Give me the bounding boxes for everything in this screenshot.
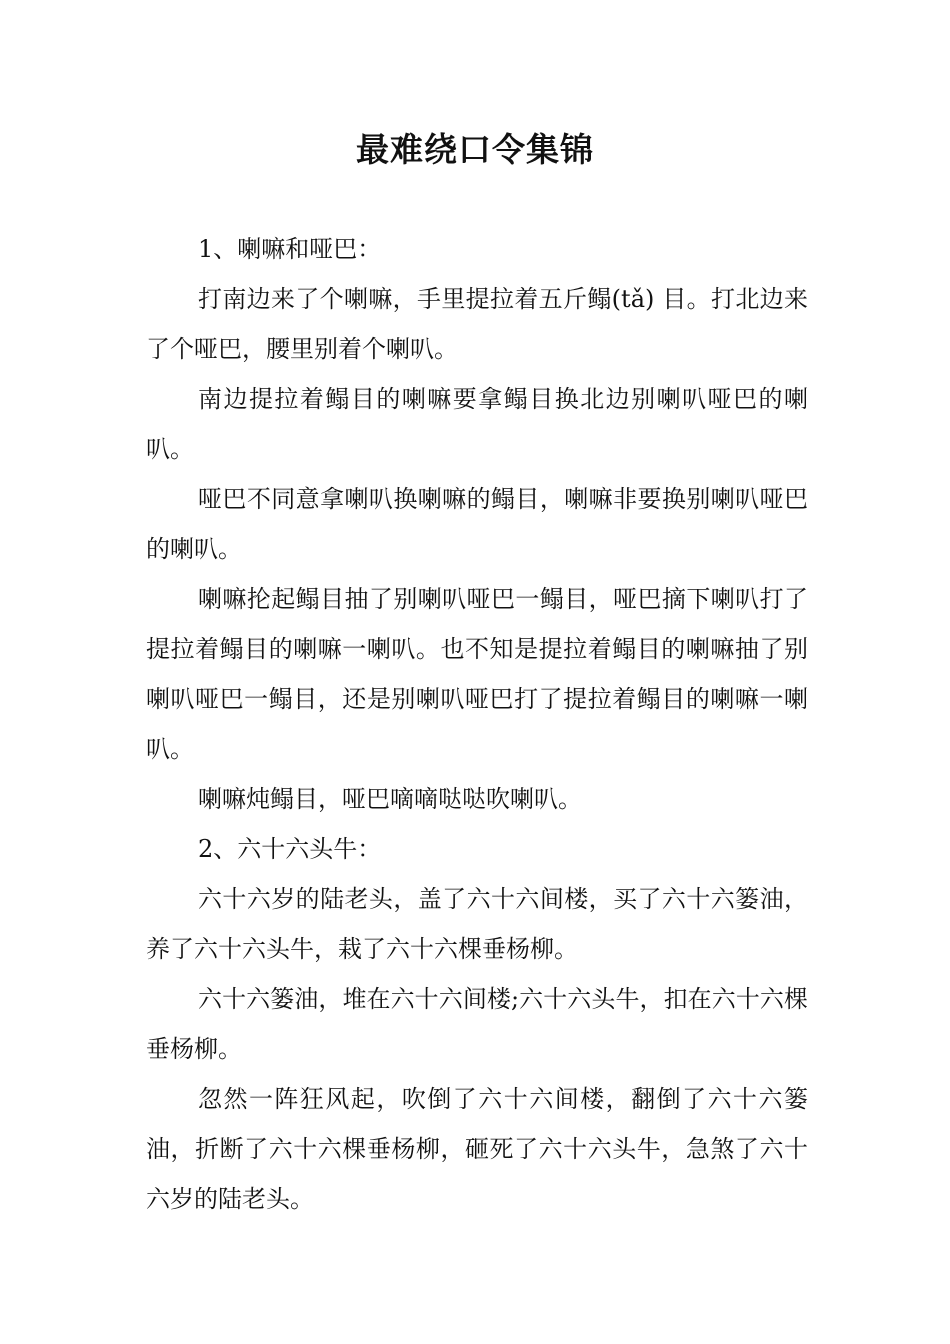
paragraph: 喇嘛炖鳎目，哑巴嘀嘀哒哒吹喇叭。 [198, 785, 582, 813]
paragraph: 忽然一阵狂风起，吹倒了六十六间楼，翻倒了六十六篓油，折断了六十六棵垂杨柳，砸死了六十六头牛，急煞了六十六岁的陆老头。 [146, 1085, 808, 1213]
paragraph: 喇嘛抡起鳎目抽了别喇叭哑巴一鳎目，哑巴摘下喇叭打了提拉着鳎目的喇嘛一喇叭。也不知是提拉着鳎目的喇嘛抽了别喇叭哑巴一鳎目，还是别喇叭哑巴打了提拉着鳎目的喇嘛一喇叭。 [146, 585, 808, 763]
paragraph: 南边提拉着鳎目的喇嘛要拿鳎目换北边别喇叭哑巴的喇叭。 [146, 385, 808, 463]
paragraph: 六十六岁的陆老头，盖了六十六间楼，买了六十六篓油，养了六十六头牛，栽了六十六棵垂杨柳。 [146, 885, 808, 963]
section-heading-2: 2、六十六头牛： [198, 835, 382, 863]
paragraph: 哑巴不同意拿喇叭换喇嘛的鳎目，喇嘛非要换别喇叭哑巴的喇叭。 [146, 485, 808, 563]
paragraph: 六十六篓油，堆在六十六间楼;六十六头牛，扣在六十六棵垂杨柳。 [146, 985, 808, 1063]
document-body [146, 224, 808, 1224]
section-heading-1: 1、喇嘛和哑巴： [198, 235, 382, 263]
paragraph: 打南边来了个喇嘛，手里提拉着五斤鳎(tǎ) 目。打北边来了个哑巴，腰里别着个喇叭。 [146, 285, 808, 363]
document-title: 最难绕口令集锦 [356, 130, 594, 169]
